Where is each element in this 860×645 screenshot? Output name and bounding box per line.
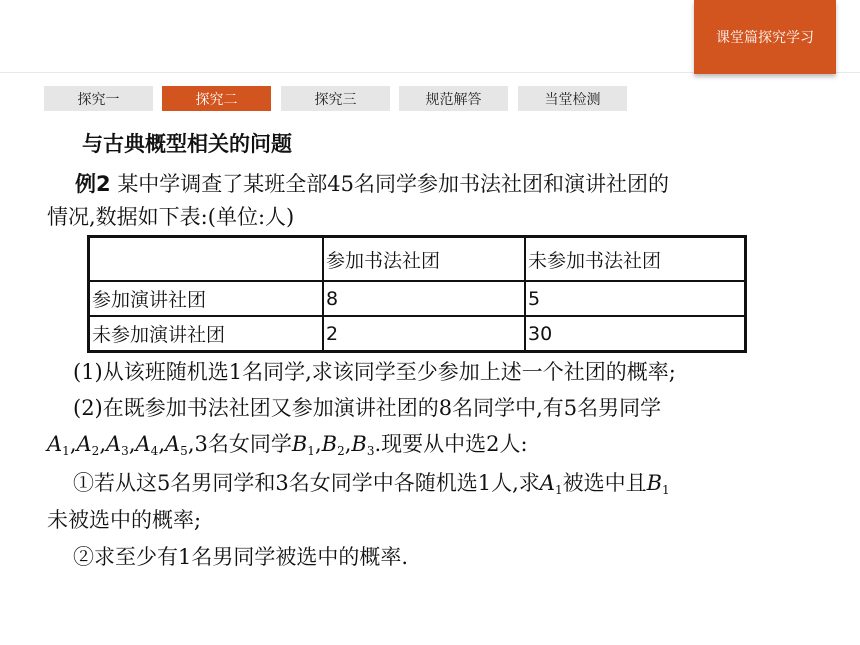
example-label: 例2 xyxy=(75,172,111,196)
table-header-cell: 参加书法社团 xyxy=(323,237,525,282)
question-2-line-2: $A_1,A_2,A_3,A_4,A_5,3$名女同学$B_1,B_2,B_3$.现要从中选2人: xyxy=(47,432,528,458)
section-title: 与古典概型相关的问题 xyxy=(82,132,292,156)
sub-question-1-line-1: ①若从这5名男同学和3名女同学中各随机选1人,求$A_1$被选中且$B_1$ xyxy=(73,471,670,497)
table-cell: 2 xyxy=(323,316,525,352)
table-row xyxy=(89,281,746,316)
table-cell: 未参加演讲社团 xyxy=(89,316,324,352)
section-badge: 课堂篇探究学习 xyxy=(694,0,836,74)
question-1: (1)从该班随机选1名同学,求该同学至少参加上述一个社团的概率; xyxy=(73,360,676,384)
example-text-1: 某中学调查了某班全部45名同学参加书法社团和演讲社团的 xyxy=(117,172,670,196)
table-cell: 参加演讲社团 xyxy=(89,281,324,316)
table-cell: 5 xyxy=(525,281,746,316)
table-cell: 8 xyxy=(323,281,525,316)
example-line-1 xyxy=(75,174,669,195)
table-header-cell xyxy=(89,237,324,282)
table-header-cell: 未参加书法社团 xyxy=(525,237,746,282)
example-line-2: 情况,数据如下表:(单位:人) xyxy=(47,205,295,229)
sub-question-2: ②求至少有1名男同学被选中的概率. xyxy=(73,545,409,569)
tab-class-check[interactable]: 当堂检测 xyxy=(518,86,627,111)
tab-standard-answer[interactable]: 规范解答 xyxy=(399,86,508,111)
question-2-line-1: (2)在既参加书法社团又参加演讲社团的8名同学中,有5名男同学 xyxy=(73,396,662,420)
tab-explore-2[interactable]: 探究二 xyxy=(162,86,271,111)
tab-explore-1[interactable]: 探究一 xyxy=(44,86,153,111)
table-header-row xyxy=(89,237,746,282)
table-row xyxy=(89,316,746,352)
table-cell: 30 xyxy=(525,316,746,352)
tab-explore-3[interactable]: 探究三 xyxy=(281,86,390,111)
sub-question-1-line-2: 未被选中的概率; xyxy=(47,508,202,532)
data-table xyxy=(87,235,747,353)
